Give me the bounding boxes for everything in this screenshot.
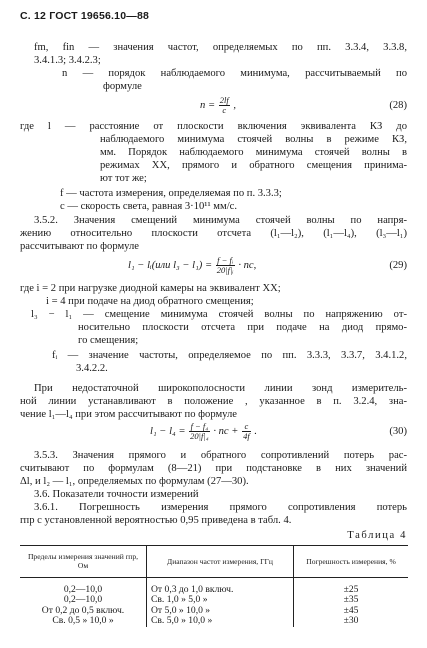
formula-tail: · nc, [238, 259, 257, 271]
text-line: где l — расстояние от плоскости включения эквивалента КЗ до [20, 121, 407, 132]
fraction-numerator: c [242, 422, 251, 432]
text-line: 3.4.1.3; 3.4.2.3; [34, 55, 101, 66]
fraction [216, 256, 235, 275]
cell-line: ±35 [343, 594, 359, 606]
text-line: мм. Порядок наблюдаемого минимума стоячей волны в [100, 147, 407, 158]
text-line: чение l₁—l₄ при этом рассчитывают по формуле [20, 409, 237, 420]
text-line: 3.5.3. Значения прямого и обратного сопротивлений потерь рас- [34, 450, 407, 461]
text-line: f — частота измерения, определяемая по п. 3.3.3; [60, 188, 282, 199]
formula-tail: . [254, 425, 257, 437]
cell-line: От 5,0 » 10,0 » [151, 604, 211, 616]
table-cell [294, 578, 409, 627]
cell-line: 0,2—10,0 [63, 594, 103, 606]
cell-line: ±45 [343, 604, 359, 616]
formula-tail: , [233, 99, 237, 111]
cell-line: Св. 1,0 » 5,0 » [151, 594, 208, 606]
text-line: носительно плоскости отсчета при подаче на диод прямо- [78, 322, 407, 333]
fraction-numerator: f − f₄ [190, 421, 209, 431]
formula-29 [128, 256, 256, 275]
equation-number: (29) [389, 260, 407, 271]
equation-number: (30) [389, 426, 407, 437]
text-line: n — порядок наблюдаемого минимума, рассчитываемый по [62, 68, 407, 79]
cell-line: ±30 [343, 615, 359, 627]
text-line: го смещения; [78, 335, 139, 346]
table-title: Таблица 4 [347, 530, 407, 541]
fraction [219, 96, 230, 115]
text-line: При недостаточной широкополосности линии зонд измеритель- [34, 383, 407, 394]
formula-30 [150, 422, 257, 441]
text-line: режимах ХХ, прямого и обратного смещения принима- [100, 160, 407, 171]
column-header: Погрешность измерения, % [294, 546, 409, 578]
fraction [189, 422, 210, 441]
cell-line: Св. 5,0 » 10,0 » [151, 615, 213, 627]
text-line: l₃ − l₁ — смещение минимума стоячей волны по напряжению от- [31, 309, 407, 320]
table-row [20, 578, 408, 627]
text-line: fᵢ — значение частоты, определяемое по пп. 3.3.3, 3.3.7, 3.4.1.2, [52, 350, 407, 361]
text-line: ют тот же; [100, 173, 147, 184]
text-line: c — скорость света, равная 3·10¹¹ мм/с. [60, 201, 237, 212]
text-line: формуле [103, 81, 142, 92]
fraction-denominator: 20|f|₄ [190, 431, 209, 441]
fraction-numerator: f − fᵢ [217, 255, 234, 265]
text-line: 3.5.2. Значения смещений минимума стоячей волны по напря- [34, 215, 407, 226]
cell-line: ±25 [343, 584, 359, 595]
cell-line: От 0,3 до 1,0 включ. [151, 584, 234, 595]
text-line: где i = 2 при нагрузке диодной камеры на эквивалент ХХ; [20, 283, 281, 294]
equation-number: (28) [389, 100, 407, 111]
text-line: наблюдаемого минимума стоячей волны в режиме КЗ, [100, 134, 407, 145]
fraction-denominator: 4f [243, 431, 250, 441]
table-cell [147, 578, 294, 627]
cell-line: Св. 0,5 » 10,0 » [52, 615, 114, 627]
section-heading: 3.6. Показатели точности измерений [34, 489, 199, 500]
cell-line: От 0,2 до 0,5 включ. [41, 604, 125, 616]
fraction-denominator: 20|f|ᵢ [216, 265, 234, 275]
formula-28 [200, 96, 236, 115]
text-line: 3.6.1. Погрешность измерения прямого сопротивления потерь [34, 502, 407, 513]
table-cell [20, 578, 147, 627]
formula-lhs: l₁ − lᵢ(или l₃ − l₁) = [128, 259, 213, 271]
text-line: rпр с установленной вероятностью 0,95 приведена в табл. 4. [20, 515, 292, 526]
column-header: Пределы измерения значений rпр, Ом [20, 546, 147, 578]
table-4 [20, 545, 408, 627]
text-line: рассчитывают по формуле [20, 241, 139, 252]
fraction-numerator: 2lf [219, 95, 229, 105]
formula-mid: · nc + [213, 425, 239, 437]
column-header: Диапазон частот измерения, ГГц [147, 546, 294, 578]
text-line: жению относительно плоскости отсчета (l₁—l₂), (l₁—l₄), (l₃—l₁) [20, 228, 407, 239]
text-line: 3.4.2.2. [76, 363, 108, 374]
fraction-denominator: c [222, 105, 227, 115]
text-line: fm, fin — значения частот, определяемых по пп. 3.3.4, 3.3.8, [34, 42, 407, 53]
text-line: Δl, и l₂ — l₁, определяемых по формулам (27—30). [20, 476, 249, 487]
page-header: С. 12 ГОСТ 19656.10—88 [20, 10, 150, 22]
formula-lhs: l₁ − l₄ = [150, 425, 186, 437]
table-header-row [20, 546, 408, 578]
text-line: считывают по формулам (8—21) при подстановке в них значений [20, 463, 407, 474]
text-line: i = 4 при подаче на диод обратного смещения; [46, 296, 254, 307]
formula-lhs: n = [200, 99, 216, 111]
fraction [242, 422, 251, 441]
text-line: ной линии устанавливают в положение , указанное в п. 3.2.4, зна- [20, 396, 407, 407]
cell-line: 0,2—10,0 [63, 584, 103, 595]
